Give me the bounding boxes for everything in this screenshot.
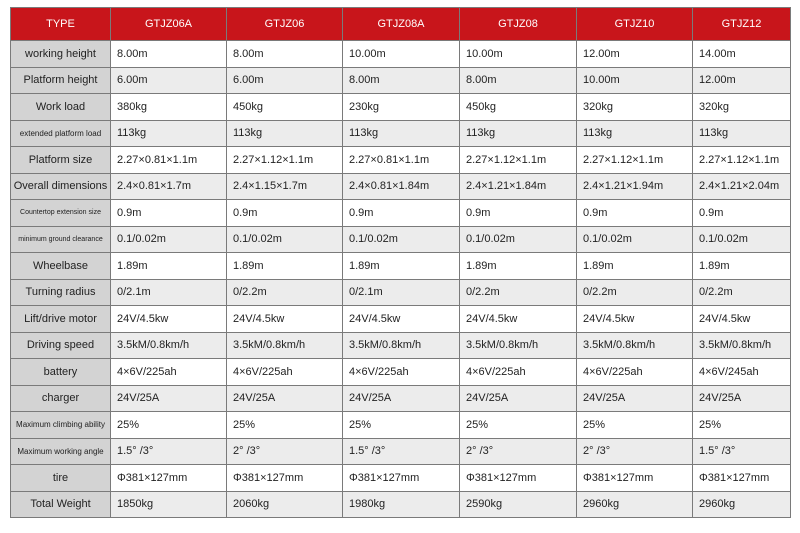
table-cell: 24V/25A bbox=[111, 385, 227, 412]
row-label: Maximum working angle bbox=[11, 438, 111, 465]
table-cell: 3.5kM/0.8km/h bbox=[460, 332, 577, 359]
table-cell: 3.5kM/0.8km/h bbox=[693, 332, 791, 359]
table-cell: 24V/4.5kw bbox=[577, 306, 693, 333]
spec-table bbox=[10, 7, 791, 518]
table-cell: 2.4×0.81×1.84m bbox=[343, 173, 460, 200]
table-cell: Φ381×127mm bbox=[693, 465, 791, 492]
table-cell: 0.1/0.02m bbox=[693, 226, 791, 253]
table-cell: 24V/4.5kw bbox=[227, 306, 343, 333]
table-cell: 450kg bbox=[227, 94, 343, 121]
table-cell: 1.5° /3° bbox=[111, 438, 227, 465]
table-cell: 25% bbox=[693, 412, 791, 439]
row-label: Overall dimensions bbox=[11, 173, 111, 200]
table-cell: 0/2.1m bbox=[111, 279, 227, 306]
table-header bbox=[11, 8, 791, 41]
table-cell: 0/2.2m bbox=[460, 279, 577, 306]
table-cell: 0.9m bbox=[577, 200, 693, 227]
table-cell: 2.4×1.21×2.04m bbox=[693, 173, 791, 200]
table-cell: 10.00m bbox=[577, 67, 693, 94]
row-label: Wheelbase bbox=[11, 253, 111, 280]
row-label: Work load bbox=[11, 94, 111, 121]
table-cell: 3.5kM/0.8km/h bbox=[227, 332, 343, 359]
table-row bbox=[11, 385, 791, 412]
row-label: extended platform load bbox=[11, 120, 111, 147]
header-model-cell: GTJZ08A bbox=[343, 8, 460, 41]
table-cell: 25% bbox=[460, 412, 577, 439]
table-cell: 3.5kM/0.8km/h bbox=[111, 332, 227, 359]
row-label: minimum ground clearance bbox=[11, 226, 111, 253]
table-cell: 24V/25A bbox=[577, 385, 693, 412]
table-cell: 320kg bbox=[577, 94, 693, 121]
table-cell: 4×6V/225ah bbox=[577, 359, 693, 386]
header-row bbox=[11, 8, 791, 41]
row-label: working height bbox=[11, 41, 111, 68]
table-cell: 113kg bbox=[460, 120, 577, 147]
table-cell: 10.00m bbox=[343, 41, 460, 68]
header-model-cell: GTJZ06 bbox=[227, 8, 343, 41]
table-cell: 113kg bbox=[693, 120, 791, 147]
table-cell: 2960kg bbox=[577, 491, 693, 518]
table-cell: 0.1/0.02m bbox=[343, 226, 460, 253]
row-label: charger bbox=[11, 385, 111, 412]
table-cell: 25% bbox=[227, 412, 343, 439]
table-cell: 0.1/0.02m bbox=[460, 226, 577, 253]
table-row bbox=[11, 359, 791, 386]
table-cell: 12.00m bbox=[577, 41, 693, 68]
table-cell: 0/2.1m bbox=[343, 279, 460, 306]
table-cell: 230kg bbox=[343, 94, 460, 121]
header-model-cell: GTJZ08 bbox=[460, 8, 577, 41]
table-cell: 0.9m bbox=[227, 200, 343, 227]
table-cell: 1980kg bbox=[343, 491, 460, 518]
table-cell: 8.00m bbox=[111, 41, 227, 68]
table-cell: Φ381×127mm bbox=[343, 465, 460, 492]
table-cell: 2.27×0.81×1.1m bbox=[111, 147, 227, 174]
table-cell: 113kg bbox=[227, 120, 343, 147]
table-row bbox=[11, 491, 791, 518]
row-label: battery bbox=[11, 359, 111, 386]
table-cell: 24V/4.5kw bbox=[111, 306, 227, 333]
header-model-cell: GTJZ06A bbox=[111, 8, 227, 41]
table-cell: 4×6V/245ah bbox=[693, 359, 791, 386]
row-label: Platform size bbox=[11, 147, 111, 174]
table-cell: 1850kg bbox=[111, 491, 227, 518]
table-cell: 0.1/0.02m bbox=[111, 226, 227, 253]
row-label: Maximum climbing ability bbox=[11, 412, 111, 439]
table-cell: Φ381×127mm bbox=[577, 465, 693, 492]
table-cell: 2.27×1.12×1.1m bbox=[227, 147, 343, 174]
table-cell: 2.4×1.15×1.7m bbox=[227, 173, 343, 200]
row-label: Turning radius bbox=[11, 279, 111, 306]
table-cell: 8.00m bbox=[460, 67, 577, 94]
table-row bbox=[11, 226, 791, 253]
table-cell: 4×6V/225ah bbox=[111, 359, 227, 386]
table-row bbox=[11, 412, 791, 439]
table-cell: 0/2.2m bbox=[577, 279, 693, 306]
table-cell: 2960kg bbox=[693, 491, 791, 518]
row-label: Driving speed bbox=[11, 332, 111, 359]
table-cell: 1.89m bbox=[111, 253, 227, 280]
table-cell: 0/2.2m bbox=[693, 279, 791, 306]
table-cell: 1.89m bbox=[227, 253, 343, 280]
table-cell: 25% bbox=[111, 412, 227, 439]
table-cell: 24V/25A bbox=[343, 385, 460, 412]
table-cell: 1.89m bbox=[460, 253, 577, 280]
table-row bbox=[11, 253, 791, 280]
table-cell: 8.00m bbox=[227, 41, 343, 68]
table-cell: 2° /3° bbox=[227, 438, 343, 465]
row-label: Lift/drive motor bbox=[11, 306, 111, 333]
table-cell: 1.5° /3° bbox=[343, 438, 460, 465]
table-cell: 2.27×0.81×1.1m bbox=[343, 147, 460, 174]
table-cell: 113kg bbox=[111, 120, 227, 147]
table-cell: 8.00m bbox=[343, 67, 460, 94]
table-cell: 4×6V/225ah bbox=[460, 359, 577, 386]
table-cell: 0.1/0.02m bbox=[577, 226, 693, 253]
table-cell: 320kg bbox=[693, 94, 791, 121]
row-label: Platform height bbox=[11, 67, 111, 94]
table-cell: 2° /3° bbox=[577, 438, 693, 465]
table-cell: 0.9m bbox=[111, 200, 227, 227]
table-row bbox=[11, 200, 791, 227]
table-row bbox=[11, 279, 791, 306]
table-cell: 0.9m bbox=[460, 200, 577, 227]
table-cell: 0.1/0.02m bbox=[227, 226, 343, 253]
table-cell: 24V/4.5kw bbox=[343, 306, 460, 333]
table-row bbox=[11, 41, 791, 68]
table-cell: 24V/4.5kw bbox=[460, 306, 577, 333]
table-row bbox=[11, 465, 791, 492]
table-row bbox=[11, 332, 791, 359]
table-cell: 2.27×1.12×1.1m bbox=[577, 147, 693, 174]
row-label: tire bbox=[11, 465, 111, 492]
table-cell: 10.00m bbox=[460, 41, 577, 68]
table-cell: 6.00m bbox=[227, 67, 343, 94]
table-cell: 2.27×1.12×1.1m bbox=[460, 147, 577, 174]
header-model-cell: GTJZ12 bbox=[693, 8, 791, 41]
table-cell: 25% bbox=[343, 412, 460, 439]
header-model-cell: GTJZ10 bbox=[577, 8, 693, 41]
table-cell: Φ381×127mm bbox=[460, 465, 577, 492]
table-cell: 2060kg bbox=[227, 491, 343, 518]
table-cell: 4×6V/225ah bbox=[227, 359, 343, 386]
table-cell: 24V/4.5kw bbox=[693, 306, 791, 333]
table-row bbox=[11, 147, 791, 174]
row-label: Total Weight bbox=[11, 491, 111, 518]
table-cell: 24V/25A bbox=[693, 385, 791, 412]
table-row bbox=[11, 67, 791, 94]
table-cell: 1.89m bbox=[343, 253, 460, 280]
table-body bbox=[11, 41, 791, 518]
table-cell: 380kg bbox=[111, 94, 227, 121]
table-row bbox=[11, 120, 791, 147]
table-cell: 1.89m bbox=[577, 253, 693, 280]
table-cell: 1.89m bbox=[693, 253, 791, 280]
table-cell: 2.27×1.12×1.1m bbox=[693, 147, 791, 174]
table-cell: 24V/25A bbox=[227, 385, 343, 412]
table-cell: 113kg bbox=[343, 120, 460, 147]
table-row bbox=[11, 94, 791, 121]
table-cell: 2.4×1.21×1.94m bbox=[577, 173, 693, 200]
table-cell: 0.9m bbox=[693, 200, 791, 227]
table-cell: 2590kg bbox=[460, 491, 577, 518]
row-label: Countertop extension size bbox=[11, 200, 111, 227]
table-cell: 4×6V/225ah bbox=[343, 359, 460, 386]
table-cell: 3.5kM/0.8km/h bbox=[343, 332, 460, 359]
table-cell: 2.4×0.81×1.7m bbox=[111, 173, 227, 200]
table-cell: 450kg bbox=[460, 94, 577, 121]
table-cell: Φ381×127mm bbox=[227, 465, 343, 492]
table-cell: 25% bbox=[577, 412, 693, 439]
table-cell: Φ381×127mm bbox=[111, 465, 227, 492]
table-cell: 2° /3° bbox=[460, 438, 577, 465]
table-row bbox=[11, 438, 791, 465]
table-row bbox=[11, 306, 791, 333]
table-cell: 0/2.2m bbox=[227, 279, 343, 306]
table-cell: 12.00m bbox=[693, 67, 791, 94]
table-cell: 0.9m bbox=[343, 200, 460, 227]
table-cell: 2.4×1.21×1.84m bbox=[460, 173, 577, 200]
table-cell: 113kg bbox=[577, 120, 693, 147]
table-cell: 3.5kM/0.8km/h bbox=[577, 332, 693, 359]
header-type-cell: TYPE bbox=[11, 8, 111, 41]
table-cell: 24V/25A bbox=[460, 385, 577, 412]
table-row bbox=[11, 173, 791, 200]
table-cell: 14.00m bbox=[693, 41, 791, 68]
table-cell: 1.5° /3° bbox=[693, 438, 791, 465]
table-cell: 6.00m bbox=[111, 67, 227, 94]
